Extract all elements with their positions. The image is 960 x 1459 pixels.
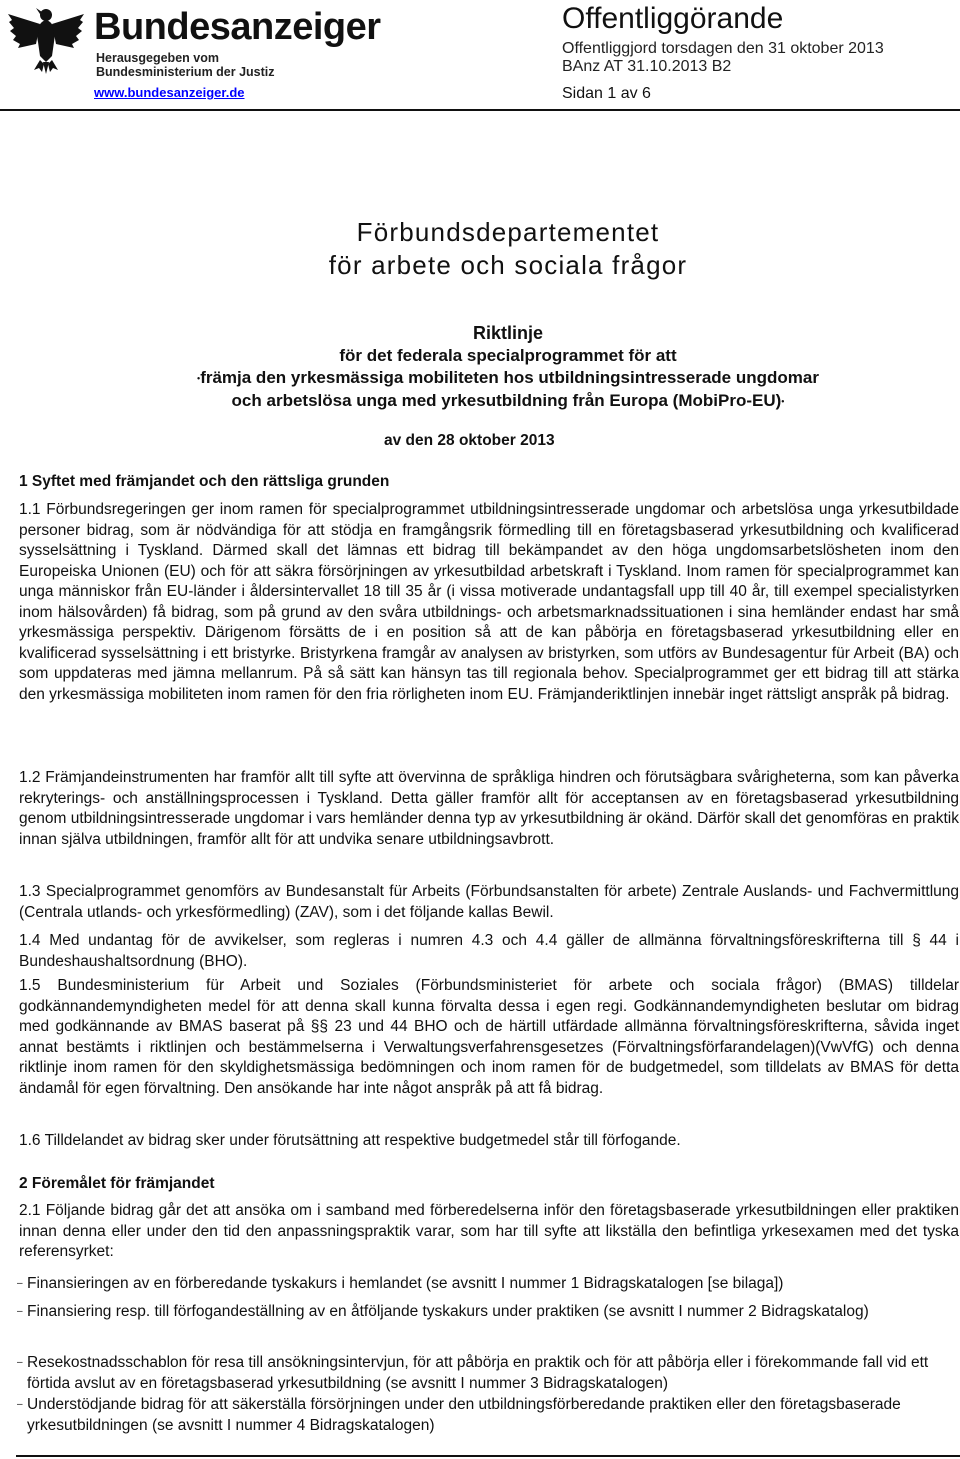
paragraph-text: 2.1 Följande bidrag går det att ansöka om i samband med förberedelserna inför den företagsbaserade yrkesutbildningen eller praktiken innan denna eller under den tid den anpassningspraktik varar, som har till syfte att likställa den befintliga yrkesexamen med det tyska referensyrket: [19,1202,959,1260]
directive-title-line4 [0,390,960,413]
section-2-heading: 2 Föremålet för främjandet [19,1175,215,1192]
publication-title: Offentliggörande [562,2,784,35]
directive-title-line4-text: och arbetslösa unga med yrkesutbildning från Europa (MobiPro-EU) [231,390,782,410]
directive-title-line2: för det federala specialprogrammet för att [339,345,677,365]
list-marker: – [17,1278,23,1289]
paragraph-2-1 [19,1201,959,1263]
directive-title-line3 [0,367,960,390]
directive-title-line3-text: främja den yrkesmässiga mobiliteten hos utbildningsintresserade ungdomar [200,368,819,387]
paragraph-text: 1.4 Med undantag för de avvikelser, som regleras i numren 4.3 och 4.4 gäller de allmänna förvaltningsföreskrifterna till § 44 i Bundeshaushaltsordnung (BHO). [19,932,959,970]
list-item [17,1394,957,1436]
list-marker: – [17,1399,23,1410]
publisher-subtitle-line2: Bundesministerium der Justiz [96,65,275,79]
list-item [17,1273,957,1294]
list-item-text: Finansieringen av en förberedande tyskakurs i hemlandet (se avsnitt I nummer 1 Bidragskatalogen [se bilaga]) [27,1275,784,1292]
paragraph-1-4 [19,931,959,972]
federal-eagle-icon [6,4,86,74]
list-item-text: Understödjande bidrag för att säkerställa försörjningen under den utbildningsförberedande praktiken eller den företagsbaserade yrkesutbildningen (se avsnitt I nummer 4 Bidragskatalogen) [27,1396,901,1434]
directive-title-line1: Riktlinje [472,323,543,343]
publisher-subtitle-line1: Herausgegeben vom [96,51,219,65]
footer-divider [16,1455,960,1457]
paragraph-text: 1.2 Främjandeinstrumenten har framför allt till syfte att övervinna de språkliga hindren och förutsägbara svårigheterna, som kan påverka rekryterings- och anställningsprocessen i Tyskland. Detta gäller framför allt för acceptansen av en företagsbaserad yrkesutbildning genom utbildningsintresserade ungdomar i vars hemländer denna typ av yrkesutbildning är okänd. Därför skall det genomföras en praktik innan själva utbildningen, framför allt för att undvika senare utbildningsavbrott. [19,769,959,848]
ministry-title [0,216,960,282]
bullet-marker: • [781,396,785,407]
list-item [17,1352,957,1394]
paragraph-text: 1.6 Tilldelandet av bidrag sker under förutsättning att respektive budgetmedel står till förfogande. [19,1132,681,1149]
list-item [17,1301,957,1322]
paragraph-1-1 [19,500,959,705]
publisher-website-link[interactable]: www.bundesanzeiger.de [94,85,245,100]
header-divider [0,109,960,111]
list-marker: – [17,1357,23,1368]
paragraph-text: 1.5 Bundesministerium für Arbeit und Soziales (Förbundsministeriet för arbete och sociala frågor) (BMAS) tilldelar godkännandemyndigheten medel för att denna skall kunna förvalta dessa i egen regi. Godkännandemyndigheten beslutar om bidrag med godkännande av BMAS baserat på §§ 23 und 44 BHO och de härtill utfärdade allmänna förvaltningsföreskrifterna, såvida inget annat bestämts i riktlinjen och bestämmelserna i Verwaltungsverfahrensgesetzes (Förvaltningsförfarandelagen)(VwVfG) och denna riktlinje inom ramen för den skyldighetsmässiga bedömningen och inom ramen för de budgetmedel, som tilldelats av BMAS för detta ändamål för egen förvaltning. Den ansökande har inte något anspråk på att få bidrag. [19,977,959,1097]
paragraph-1-2 [19,768,959,850]
paragraph-1-6 [19,1131,959,1152]
publication-reference: BAnz AT 31.10.2013 B2 [562,58,732,75]
page-indicator: Sidan 1 av 6 [562,85,651,102]
publisher-name: Bundesanzeiger [94,6,381,48]
directive-title [0,322,960,413]
publication-date: Offentliggjord torsdagen den 31 oktober 2013 [562,40,884,57]
paragraph-1-5 [19,976,959,1099]
bullet-marker: • [197,373,201,384]
publisher-logo [6,4,406,79]
document-header [0,0,960,110]
ministry-title-line1: Förbundsdepartementet [356,217,660,247]
publisher-subtitle [96,51,275,79]
section-1-heading: 1 Syftet med främjandet och den rättsliga grunden [19,473,390,490]
list-item-text: Finansiering resp. till förfogandeställning av en åtföljande tyskakurs under praktiken (se avsnitt I nummer 2 Bidragskatalog) [27,1303,869,1320]
paragraph-text: 1.1 Förbundsregeringen ger inom ramen för specialprogrammet utbildningsintresserade ungdomar och arbetslösa unga yrkesutbildade personer bidrag, som är nödvändiga för att stödja en framgångsrik förmedling till en företagsbaserad yrkesutbildning och kvalificerad sysselsättning i Tyskland. Därmed skall det lämnas ett bidrag till bekämpandet av den höga ungdomsarbetslösheten inom den Europeiska Unionen (EU) och för att säkra försörjningen av yrkesutbildad arbetskraft i Tyskland. Inom ramen för specialprogrammet kan unga människor från EU-länder i åldersintervallet 18 till 35 år (i vissa motiverade undantagsfall upp till 40 år, till exempel specialistyrken inom hälsovården) få bidrag, som på grund av den svåra utbildnings- och arbetsmarknadssituationen i sina hemländer endast har små yrkesmässiga perspektiv. Därigenom försätts de i en position så att de kan påbörja en företagsbaserad yrkesutbildning eller en kvalificerad sysselsättning i ett bristyrke. Bristyrkena framgår av analysen av bristyrken, som utförs av Bundesagentur für Arbeit (BA) och som uppdateras med jämna mellanrum. På så sätt kan hänsyn tas till regionala behov. Specialprogrammet ger ett bidrag till att stärka den yrkesmässiga mobiliteten inom ramen för den fria rörligheten inom EU. Främjanderiktlinjen innebär inget rättsligt anspråk på bidrag. [19,501,959,703]
list-item-text: Resekostnadsschablon för resa till ansökningsintervjun, för att påbörja en praktik och för att påbörja eller i förekommande fall vid ett förtida avslut av en företagsbaserad yrkesutbildning (se avsnitt I nummer 3 Bidragskatalogen) [27,1354,929,1392]
paragraph-1-3 [19,882,959,923]
directive-date: av den 28 oktober 2013 [384,432,555,449]
list-marker: – [17,1306,23,1317]
ministry-title-line2: för arbete och sociala frågor [328,250,688,280]
paragraph-text: 1.3 Specialprogrammet genomförs av Bundesanstalt für Arbeits (Förbundsanstalten för arbete) Zentrale Auslands- und Fachvermittlung (Centrala utlands- och yrkesförmedling) (ZAV), som i det följande kallas Bewil. [19,883,959,921]
